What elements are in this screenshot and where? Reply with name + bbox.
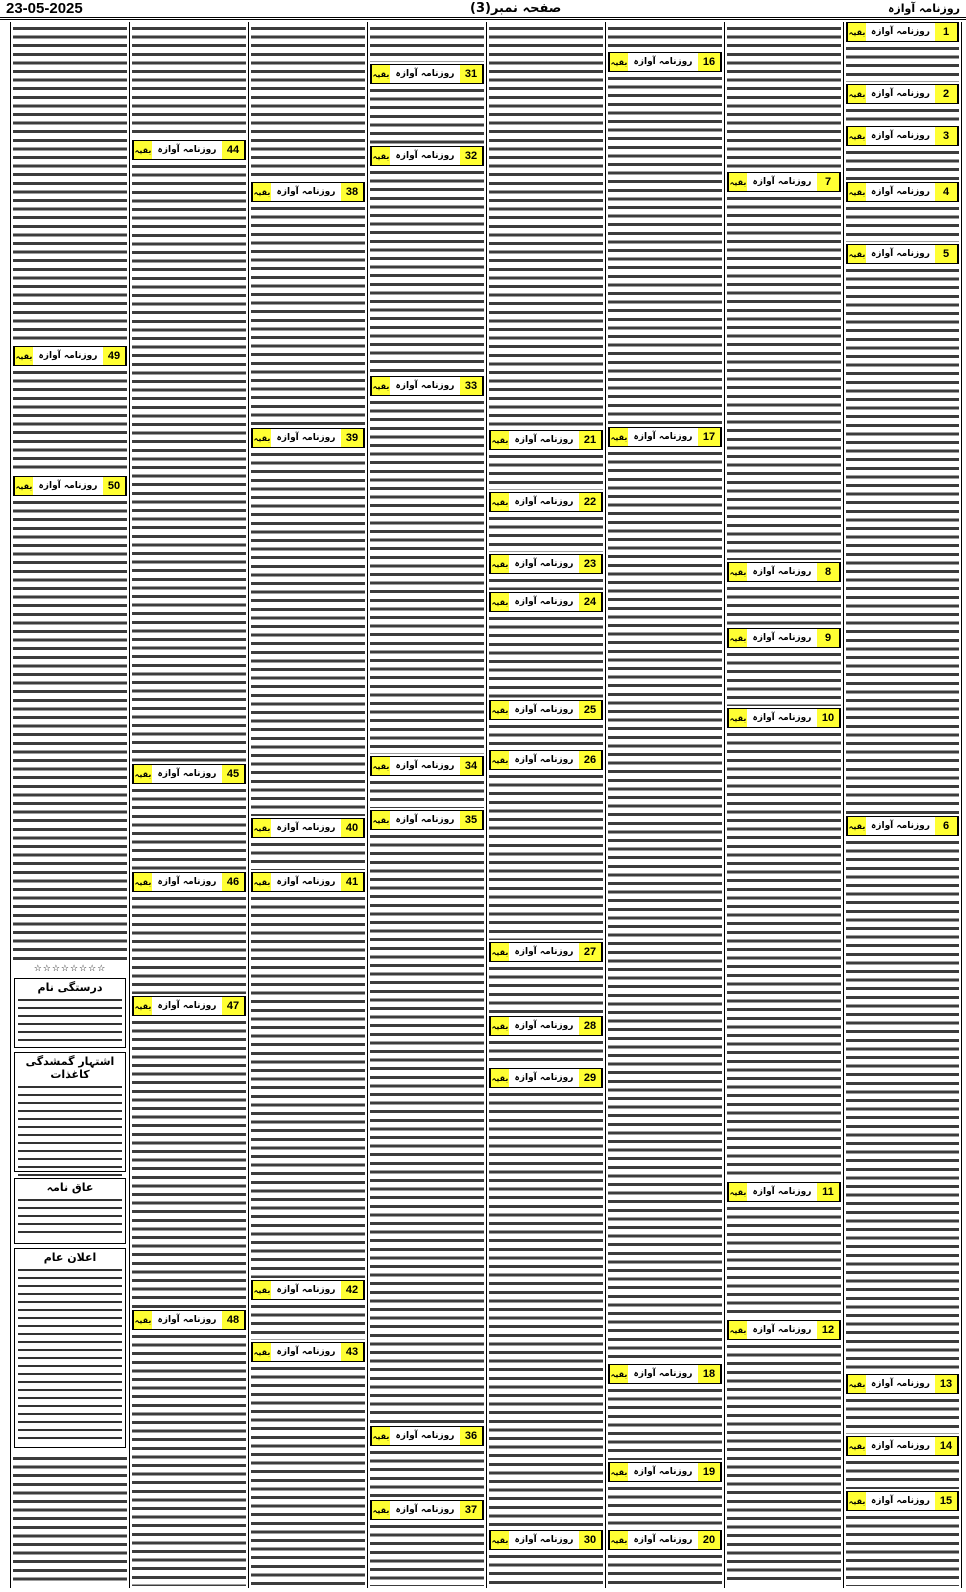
article-text — [608, 449, 722, 1362]
article-text — [132, 894, 246, 994]
separator-stars: ☆☆☆☆☆☆☆☆ — [33, 964, 107, 974]
story-number: 43 — [341, 1343, 364, 1361]
continued-tag: بقیہ — [490, 555, 509, 573]
continued-tag: بقیہ — [133, 997, 152, 1015]
story-number: 22 — [579, 493, 602, 511]
continued-tag: بقیہ — [847, 183, 866, 201]
continued-story-header — [489, 592, 603, 612]
story-number: 13 — [935, 1375, 958, 1393]
continued-tag: بقیہ — [133, 1311, 152, 1329]
section-title: روزنامہ آوازہ — [276, 877, 336, 887]
story-number: 37 — [460, 1501, 483, 1519]
name-change-notice — [14, 978, 126, 1048]
continued-tag: بقیہ — [252, 819, 271, 837]
article-text — [132, 1332, 246, 1586]
continued-tag: بقیہ — [252, 429, 271, 447]
continued-tag: بقیہ — [847, 127, 866, 145]
continued-story-header — [489, 750, 603, 770]
continued-story-header — [489, 554, 603, 574]
continued-story-header — [846, 84, 959, 104]
auction-notice — [14, 1248, 126, 1448]
article-text — [727, 730, 841, 1180]
article-text — [489, 452, 603, 490]
article-text — [846, 44, 959, 82]
section-title: روزنامہ آوازہ — [395, 151, 455, 161]
continued-tag: بقیہ — [133, 141, 152, 159]
section-title: روزنامہ آوازہ — [276, 187, 336, 197]
section-title: روزنامہ آوازہ — [395, 761, 455, 771]
continued-tag: بقیہ — [847, 245, 866, 263]
story-number: 46 — [222, 873, 245, 891]
section-title: روزنامہ آوازہ — [395, 69, 455, 79]
section-title: روزنامہ آوازہ — [752, 567, 812, 577]
article-text — [370, 168, 484, 374]
story-number: 34 — [460, 757, 483, 775]
continued-tag: بقیہ — [847, 1492, 866, 1510]
news-column — [724, 22, 843, 1588]
continued-story-header — [846, 126, 959, 146]
article-text — [727, 1342, 841, 1586]
section-title: روزنامہ آوازہ — [276, 1285, 336, 1295]
story-number: 8 — [817, 563, 840, 581]
continued-story-header — [489, 492, 603, 512]
article-text — [608, 1552, 722, 1586]
section-title: روزنامہ آوازہ — [514, 559, 574, 569]
article-text — [489, 24, 603, 428]
story-number: 15 — [935, 1492, 958, 1510]
continued-story-header — [370, 1426, 484, 1446]
section-title: روزنامہ آوازہ — [514, 1021, 574, 1031]
article-text — [13, 498, 127, 960]
continued-story-header — [846, 182, 959, 202]
section-title: روزنامہ آوازہ — [157, 1315, 217, 1325]
story-number: 9 — [817, 629, 840, 647]
story-number: 3 — [935, 127, 958, 145]
story-number: 4 — [935, 183, 958, 201]
continued-story-header — [370, 146, 484, 166]
section-title: روزنامہ آوازہ — [871, 131, 930, 141]
article-text — [489, 722, 603, 748]
article-text — [489, 772, 603, 940]
continued-tag: بقیہ — [252, 1281, 271, 1299]
continued-tag: بقیہ — [490, 493, 509, 511]
news-columns — [4, 22, 962, 1588]
continued-tag: بقیہ — [371, 65, 390, 83]
continued-story-header — [727, 628, 841, 648]
section-title: روزنامہ آوازہ — [395, 381, 455, 391]
article-text — [489, 1090, 603, 1528]
continued-tag: بقیہ — [728, 1321, 747, 1339]
continued-tag: بقیہ — [371, 757, 390, 775]
story-number: 6 — [935, 817, 958, 835]
article-text — [608, 1386, 722, 1460]
article-text — [846, 266, 959, 814]
section-title: روزنامہ آوازہ — [514, 1535, 574, 1545]
section-title: روزنامہ آوازہ — [514, 497, 574, 507]
story-number: 31 — [460, 65, 483, 83]
continued-tag: بقیہ — [14, 347, 33, 365]
story-number: 48 — [222, 1311, 245, 1329]
continued-tag: بقیہ — [490, 701, 509, 719]
continued-story-header — [132, 1310, 246, 1330]
continued-tag: بقیہ — [728, 1183, 747, 1201]
section-title: روزنامہ آوازہ — [157, 145, 217, 155]
continued-tag: بقیہ — [14, 477, 33, 495]
section-title: روزنامہ آوازہ — [633, 1467, 693, 1477]
section-title: روزنامہ آوازہ — [38, 351, 98, 361]
continued-story-header — [489, 1016, 603, 1036]
story-number: 26 — [579, 751, 602, 769]
section-title: روزنامہ آوازہ — [276, 433, 336, 443]
continued-story-header — [727, 172, 841, 192]
section-title: روزنامہ آوازہ — [514, 705, 574, 715]
story-number: 23 — [579, 555, 602, 573]
continued-story-header — [370, 1500, 484, 1520]
page-number: صفحہ نمبر(3) — [470, 1, 562, 16]
story-number: 30 — [579, 1531, 602, 1549]
continued-tag: بقیہ — [609, 1531, 628, 1549]
section-title: روزنامہ آوازہ — [752, 713, 812, 723]
section-title: روزنامہ آوازہ — [871, 821, 930, 831]
continued-tag: بقیہ — [728, 709, 747, 727]
continued-story-header — [251, 818, 365, 838]
continued-tag: بقیہ — [847, 817, 866, 835]
story-number: 47 — [222, 997, 245, 1015]
continued-tag: بقیہ — [371, 377, 390, 395]
story-number: 45 — [222, 765, 245, 783]
article-text — [132, 162, 246, 762]
section-title: روزنامہ آوازہ — [157, 769, 217, 779]
article-text — [370, 86, 484, 144]
continued-story-header — [489, 1068, 603, 1088]
notice-text — [18, 996, 122, 1042]
news-column — [367, 22, 486, 1588]
disownment-notice — [14, 1178, 126, 1244]
article-text — [370, 398, 484, 754]
continued-tag: بقیہ — [490, 431, 509, 449]
continued-story-header — [13, 346, 127, 366]
story-number: 35 — [460, 811, 483, 829]
section-title: روزنامہ آوازہ — [871, 1441, 930, 1451]
story-number: 24 — [579, 593, 602, 611]
notice-title: اشتہار گمشدگی کاغذات — [25, 1055, 115, 1081]
article-text — [489, 1552, 603, 1586]
story-number: 12 — [817, 1321, 840, 1339]
story-number: 1 — [935, 23, 958, 41]
paper-name: روزنامہ آوازہ — [887, 2, 960, 15]
continued-story-header — [251, 1342, 365, 1362]
section-title: روزنامہ آوازہ — [514, 435, 574, 445]
section-title: روزنامہ آوازہ — [157, 1001, 217, 1011]
section-title: روزنامہ آوازہ — [752, 1325, 812, 1335]
article-text — [727, 194, 841, 560]
continued-story-header — [846, 22, 959, 42]
article-text — [251, 894, 365, 1278]
story-number: 19 — [698, 1463, 721, 1481]
continued-story-header — [132, 872, 246, 892]
article-text — [132, 24, 246, 138]
story-number: 16 — [698, 53, 721, 71]
article-text — [251, 24, 365, 180]
news-column — [843, 22, 962, 1588]
section-title: روزنامہ آوازہ — [514, 755, 574, 765]
story-number: 25 — [579, 701, 602, 719]
article-text — [251, 1364, 365, 1586]
continued-story-header — [608, 52, 722, 72]
article-text — [846, 838, 959, 1372]
continued-tag: بقیہ — [847, 1375, 866, 1393]
article-text — [251, 1302, 365, 1340]
continued-tag: بقیہ — [252, 1343, 271, 1361]
continued-tag: بقیہ — [371, 811, 390, 829]
article-text — [846, 148, 959, 180]
continued-story-header — [13, 476, 127, 496]
section-title: روزنامہ آوازہ — [514, 1073, 574, 1083]
notice-text — [18, 1196, 122, 1238]
continued-story-header — [727, 708, 841, 728]
continued-tag: بقیہ — [728, 629, 747, 647]
article-text — [727, 1204, 841, 1318]
article-text — [132, 1018, 246, 1308]
continued-tag: بقیہ — [490, 1017, 509, 1035]
story-number: 7 — [817, 173, 840, 191]
section-title: روزنامہ آوازہ — [514, 947, 574, 957]
continued-tag: بقیہ — [490, 1531, 509, 1549]
continued-story-header — [489, 700, 603, 720]
section-title: روزنامہ آوازہ — [514, 597, 574, 607]
story-number: 32 — [460, 147, 483, 165]
story-number: 5 — [935, 245, 958, 263]
story-number: 27 — [579, 943, 602, 961]
continued-tag: بقیہ — [371, 1501, 390, 1519]
continued-tag: بقیہ — [728, 173, 747, 191]
continued-story-header — [370, 810, 484, 830]
continued-story-header — [489, 942, 603, 962]
article-text — [846, 106, 959, 124]
article-text — [13, 24, 127, 344]
section-title: روزنامہ آوازہ — [871, 1379, 930, 1389]
continued-tag: بقیہ — [609, 428, 628, 446]
continued-story-header — [608, 1462, 722, 1482]
section-title: روزنامہ آوازہ — [633, 1535, 693, 1545]
article-text — [489, 964, 603, 1014]
continued-tag: بقیہ — [133, 873, 152, 891]
article-text — [251, 450, 365, 816]
continued-tag: بقیہ — [252, 183, 271, 201]
article-text — [489, 1038, 603, 1066]
article-text — [489, 614, 603, 698]
continued-story-header — [608, 1530, 722, 1550]
article-text — [727, 650, 841, 706]
article-text — [370, 832, 484, 1424]
continued-tag: بقیہ — [371, 147, 390, 165]
article-text — [489, 576, 603, 590]
notice-text — [18, 1266, 122, 1442]
article-text — [727, 584, 841, 626]
article-text — [13, 1454, 127, 1584]
article-text — [727, 24, 841, 170]
continued-tag: بقیہ — [490, 751, 509, 769]
continued-story-header — [846, 1491, 959, 1511]
continued-story-header — [370, 376, 484, 396]
continued-story-header — [608, 427, 722, 447]
story-number: 18 — [698, 1365, 721, 1383]
continued-tag: بقیہ — [133, 765, 152, 783]
continued-story-header — [846, 816, 959, 836]
continued-story-header — [608, 1364, 722, 1384]
continued-tag: بقیہ — [609, 53, 628, 71]
news-column — [248, 22, 367, 1588]
article-text — [251, 204, 365, 426]
section-title: روزنامہ آوازہ — [276, 1347, 336, 1357]
masthead-bar — [0, 0, 966, 20]
section-title: روزنامہ آوازہ — [633, 57, 693, 67]
story-number: 38 — [341, 183, 364, 201]
notice-title: اعلان عام — [43, 1251, 97, 1264]
story-number: 28 — [579, 1017, 602, 1035]
lost-documents-notice — [14, 1052, 126, 1172]
article-text — [13, 368, 127, 474]
notice-text — [18, 1083, 122, 1179]
continued-story-header — [370, 64, 484, 84]
story-number: 41 — [341, 873, 364, 891]
continued-tag: بقیہ — [609, 1463, 628, 1481]
continued-tag: بقیہ — [490, 1069, 509, 1087]
issue-date: 23-05-2025 — [6, 0, 83, 17]
article-text — [370, 778, 484, 808]
continued-tag: بقیہ — [609, 1365, 628, 1383]
continued-story-header — [727, 562, 841, 582]
story-number: 11 — [817, 1183, 840, 1201]
story-number: 17 — [698, 428, 721, 446]
continued-tag: بقیہ — [847, 85, 866, 103]
story-number: 33 — [460, 377, 483, 395]
section-title: روزنامہ آوازہ — [633, 432, 693, 442]
article-text — [608, 74, 722, 425]
continued-story-header — [251, 182, 365, 202]
story-number: 21 — [579, 431, 602, 449]
section-title: روزنامہ آوازہ — [395, 1431, 455, 1441]
news-column — [10, 22, 129, 1588]
notice-title: عاق نامہ — [46, 1181, 94, 1194]
continued-story-header — [370, 756, 484, 776]
article-text — [251, 840, 365, 870]
news-column — [605, 22, 724, 1588]
article-text — [846, 204, 959, 242]
story-number: 36 — [460, 1427, 483, 1445]
section-title: روزنامہ آوازہ — [871, 1496, 930, 1506]
continued-story-header — [846, 1436, 959, 1456]
continued-story-header — [846, 1374, 959, 1394]
section-title: روزنامہ آوازہ — [752, 177, 812, 187]
section-title: روزنامہ آوازہ — [276, 823, 336, 833]
news-column — [486, 22, 605, 1588]
continued-story-header — [727, 1182, 841, 1202]
section-title: روزنامہ آوازہ — [871, 249, 930, 259]
story-number: 29 — [579, 1069, 602, 1087]
continued-story-header — [489, 430, 603, 450]
continued-story-header — [251, 1280, 365, 1300]
story-number: 2 — [935, 85, 958, 103]
section-title: روزنامہ آوازہ — [752, 633, 812, 643]
continued-tag: بقیہ — [490, 593, 509, 611]
continued-story-header — [727, 1320, 841, 1340]
story-number: 50 — [103, 477, 126, 495]
continued-story-header — [251, 428, 365, 448]
article-text — [370, 1448, 484, 1498]
continued-story-header — [132, 140, 246, 160]
story-number: 14 — [935, 1437, 958, 1455]
article-text — [846, 1458, 959, 1489]
story-number: 39 — [341, 429, 364, 447]
continued-story-header — [489, 1530, 603, 1550]
continued-story-header — [251, 872, 365, 892]
section-title: روزنامہ آوازہ — [871, 187, 930, 197]
story-number: 40 — [341, 819, 364, 837]
section-title: روزنامہ آوازہ — [752, 1187, 812, 1197]
article-text — [370, 1522, 484, 1586]
article-text — [846, 1513, 959, 1586]
continued-story-header — [132, 996, 246, 1016]
story-number: 42 — [341, 1281, 364, 1299]
continued-tag: بقیہ — [847, 1437, 866, 1455]
section-title: روزنامہ آوازہ — [395, 1505, 455, 1515]
continued-tag: بقیہ — [728, 563, 747, 581]
article-text — [489, 514, 603, 552]
continued-tag: بقیہ — [847, 23, 866, 41]
section-title: روزنامہ آوازہ — [157, 877, 217, 887]
story-number: 44 — [222, 141, 245, 159]
continued-story-header — [846, 244, 959, 264]
article-text — [608, 24, 722, 50]
story-number: 10 — [817, 709, 840, 727]
section-title: روزنامہ آوازہ — [633, 1369, 693, 1379]
continued-tag: بقیہ — [252, 873, 271, 891]
section-title: روزنامہ آوازہ — [38, 481, 98, 491]
article-text — [846, 1396, 959, 1434]
section-title: روزنامہ آوازہ — [871, 27, 930, 37]
story-number: 20 — [698, 1531, 721, 1549]
article-text — [608, 1484, 722, 1528]
section-title: روزنامہ آوازہ — [871, 89, 930, 99]
news-column — [129, 22, 248, 1588]
notice-title: درستگی نام — [37, 981, 103, 994]
continued-tag: بقیہ — [371, 1427, 390, 1445]
section-title: روزنامہ آوازہ — [395, 815, 455, 825]
continued-tag: بقیہ — [490, 943, 509, 961]
article-text — [132, 786, 246, 870]
article-text — [370, 24, 484, 62]
continued-story-header — [132, 764, 246, 784]
story-number: 49 — [103, 347, 126, 365]
